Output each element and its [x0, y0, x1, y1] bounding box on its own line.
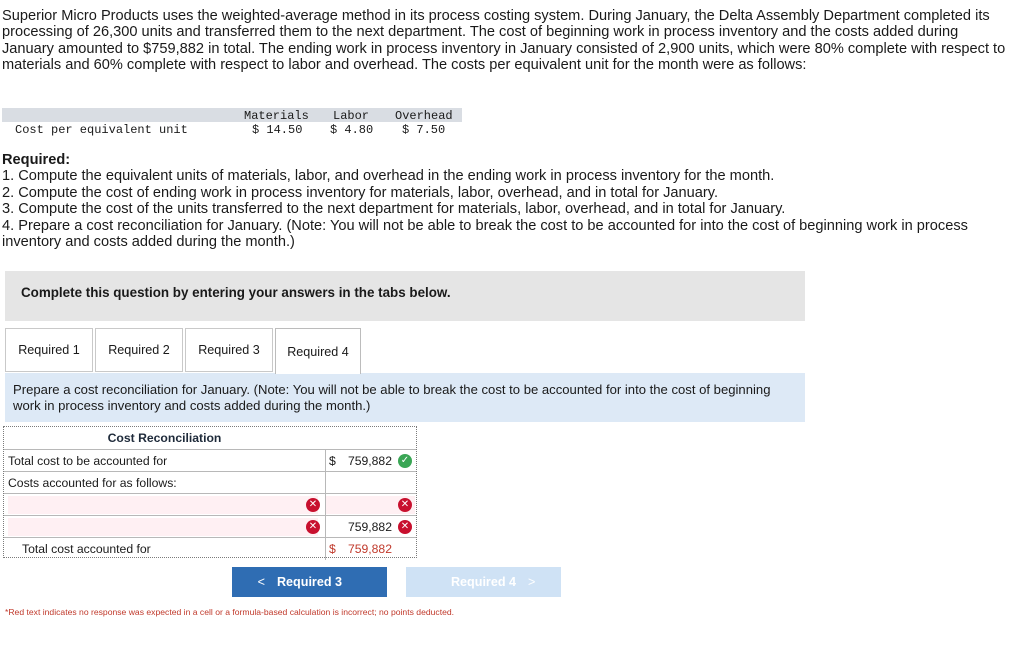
amount-cell[interactable]: [325, 516, 416, 538]
header-materials: Materials: [244, 109, 309, 123]
required-item: 3. Compute the cost of the units transferred to the next department for materials, labor, overhead, and in total for January.: [2, 201, 786, 218]
check-icon: ✓: [398, 454, 412, 468]
amount-cell: [325, 538, 416, 560]
label-input[interactable]: [8, 496, 318, 514]
value-materials: $ 14.50: [252, 123, 303, 137]
required-title: Required:: [2, 152, 71, 168]
amount-cell[interactable]: [325, 494, 416, 516]
required-section: [2, 152, 1012, 250]
error-x-icon: ✕: [398, 498, 412, 512]
table-row: [4, 493, 416, 516]
header-labor: Labor: [333, 109, 370, 123]
error-x-icon: ✕: [398, 520, 412, 534]
label-input[interactable]: [8, 518, 318, 536]
amount-cell: [325, 472, 416, 494]
error-x-icon: ✕: [306, 498, 320, 512]
next-required-button[interactable]: [406, 567, 561, 597]
cost-reconciliation-table: [3, 426, 417, 558]
prev-required-button[interactable]: [232, 567, 387, 597]
required-item: 4. Prepare a cost reconciliation for January. (Note: You will not be able to break the cost to be accounted for into the cost of beginning work in process inventory and costs added during the month.): [2, 217, 968, 251]
amount-cell[interactable]: [325, 450, 416, 472]
table-row: [4, 537, 416, 560]
cost-table-header-band: [2, 108, 462, 122]
tab-required-3[interactable]: Required 3: [185, 328, 273, 372]
table-row: [4, 471, 416, 494]
instructions-text: Complete this question by entering your answers in the tabs below.: [21, 285, 451, 300]
tab-required-1[interactable]: Required 1: [5, 328, 93, 372]
error-x-icon: ✕: [306, 520, 320, 534]
chevron-right-icon: >: [528, 575, 536, 589]
amount-value: 759,882: [347, 520, 392, 534]
tab-required-4[interactable]: Required 4: [275, 328, 361, 374]
next-button-label: Required 4: [450, 575, 517, 589]
value-overhead: $ 7.50: [402, 123, 446, 137]
reconciliation-title: Cost Reconciliation: [107, 431, 222, 445]
prev-button-label: Required 3: [276, 575, 343, 589]
row-label-total-accounted: Total cost accounted for: [22, 542, 151, 556]
amount-value: 759,882: [347, 542, 392, 556]
required-item: 1. Compute the equivalent units of materials, labor, and overhead in the ending work in process inventory for the month.: [2, 168, 775, 185]
dollar-sign: $: [329, 454, 336, 468]
instructions-box: [5, 271, 805, 321]
row-label-total-to-account: Total cost to be accounted for: [8, 454, 168, 468]
tab-prompt: Prepare a cost reconciliation for January. (Note: You will not be able to break the cost to be accounted for into the cost of beginning work in process inventory and costs added during the month.): [5, 373, 805, 422]
amount-value: 759,882: [347, 454, 392, 468]
header-overhead: Overhead: [395, 109, 453, 123]
chevron-left-icon: <: [257, 575, 265, 589]
value-labor: $ 4.80: [330, 123, 374, 137]
problem-text: Superior Micro Products uses the weighted-average method in its process costing system. During January, the Delta Assembly Department completed its processing of 26,300 units and transferred them to the next department. The cost of beginning work in process inventory and the costs added during January amounted to $759,882 in total. The ending work in process inventory in January consisted of 2,900 units, which were 80% complete with respect to materials and 60% complete with respect to labor and overhead. The costs per equivalent unit for the month were as follows:: [2, 8, 1006, 74]
required-item: 2. Compute the cost of ending work in process inventory for materials, labor, overhead, and in total for January.: [2, 184, 719, 201]
row-label: Cost per equivalent unit: [15, 123, 188, 137]
table-row: [4, 449, 416, 472]
table-row: [4, 515, 416, 538]
dollar-sign: $: [329, 542, 336, 556]
row-label-costs-accounted: Costs accounted for as follows:: [8, 476, 177, 490]
footnote: *Red text indicates no response was expected in a cell or a formula-based calculation is incorrect; no points deducted.: [5, 607, 455, 617]
tab-required-2[interactable]: Required 2: [95, 328, 183, 372]
